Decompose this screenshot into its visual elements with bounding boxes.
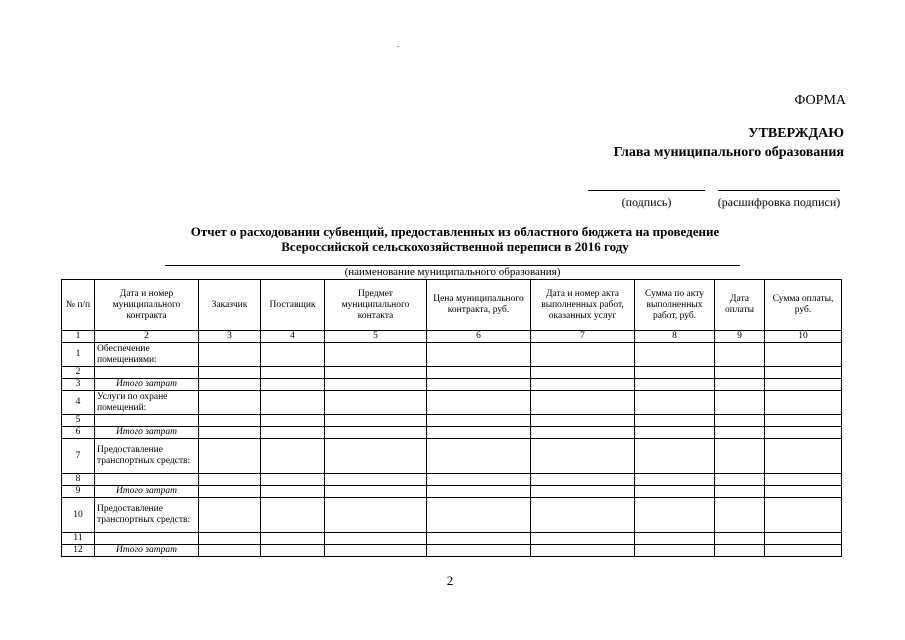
- empty-cell: [199, 474, 261, 486]
- empty-cell: [765, 343, 842, 367]
- empty-cell: [199, 427, 261, 439]
- header-cell: Дата и номер акта выполненных работ, оказанных услуг: [531, 280, 635, 331]
- empty-cell: [531, 367, 635, 379]
- empty-cell: [715, 533, 765, 545]
- row-item: Предоставление транспортных средств:: [95, 439, 199, 474]
- empty-cell: [325, 367, 427, 379]
- column-number: 2: [95, 331, 199, 343]
- empty-cell: [765, 427, 842, 439]
- row-item: Итого затрат: [95, 545, 199, 557]
- empty-cell: [531, 498, 635, 533]
- row-item: Итого затрат: [95, 427, 199, 439]
- empty-cell: [427, 474, 531, 486]
- column-number: 6: [427, 331, 531, 343]
- empty-cell: [261, 379, 325, 391]
- empty-cell: [261, 391, 325, 415]
- empty-cell: [261, 533, 325, 545]
- decoding-label: (расшифровка подписи): [717, 195, 841, 209]
- empty-cell: [427, 391, 531, 415]
- row-number: 11: [62, 533, 95, 545]
- empty-cell: [635, 439, 715, 474]
- table-row: [62, 343, 842, 367]
- table-row: [62, 391, 842, 415]
- empty-cell: [199, 391, 261, 415]
- empty-cell: [261, 474, 325, 486]
- empty-cell: [261, 545, 325, 557]
- row-item: [95, 474, 199, 486]
- approval-title: УТВЕРЖДАЮ: [748, 126, 844, 141]
- column-number: 5: [325, 331, 427, 343]
- empty-cell: [715, 427, 765, 439]
- empty-cell: [765, 439, 842, 474]
- scan-speck: [397, 46, 399, 47]
- empty-cell: [765, 379, 842, 391]
- empty-cell: [765, 367, 842, 379]
- row-item: Итого затрат: [95, 379, 199, 391]
- empty-cell: [427, 427, 531, 439]
- empty-cell: [199, 486, 261, 498]
- row-number: 10: [62, 498, 95, 533]
- empty-cell: [715, 439, 765, 474]
- table-row: [62, 367, 842, 379]
- empty-cell: [427, 545, 531, 557]
- empty-cell: [325, 439, 427, 474]
- row-number: 9: [62, 486, 95, 498]
- empty-cell: [325, 379, 427, 391]
- empty-cell: [325, 415, 427, 427]
- empty-cell: [635, 533, 715, 545]
- empty-cell: [325, 474, 427, 486]
- empty-cell: [531, 439, 635, 474]
- empty-cell: [635, 545, 715, 557]
- empty-cell: [199, 415, 261, 427]
- decoding-line: [718, 190, 840, 191]
- empty-cell: [715, 343, 765, 367]
- header-cell: № п/п: [62, 280, 95, 331]
- header-cell: Дата и номер муниципального контракта: [95, 280, 199, 331]
- empty-cell: [427, 498, 531, 533]
- empty-cell: [325, 343, 427, 367]
- empty-cell: [715, 415, 765, 427]
- empty-cell: [635, 486, 715, 498]
- empty-cell: [261, 439, 325, 474]
- column-number-row: [62, 331, 842, 343]
- empty-cell: [261, 415, 325, 427]
- empty-cell: [261, 427, 325, 439]
- row-number: 1: [62, 343, 95, 367]
- table-row: [62, 379, 842, 391]
- table-row: [62, 439, 842, 474]
- empty-cell: [261, 498, 325, 533]
- empty-cell: [635, 379, 715, 391]
- empty-cell: [635, 391, 715, 415]
- table-row: [62, 427, 842, 439]
- report-title-line2: Всероссийской сельскохозяйственной переписи в 2016 году: [281, 239, 629, 254]
- row-item: [95, 367, 199, 379]
- empty-cell: [715, 486, 765, 498]
- table-row: [62, 533, 842, 545]
- report-table: [61, 279, 842, 557]
- table-row: [62, 474, 842, 486]
- empty-cell: [531, 343, 635, 367]
- approval-block: [560, 124, 844, 162]
- empty-cell: [765, 415, 842, 427]
- column-number: 1: [62, 331, 95, 343]
- approval-position: Глава муниципального образования: [613, 145, 844, 160]
- empty-cell: [531, 427, 635, 439]
- column-number: 4: [261, 331, 325, 343]
- empty-cell: [199, 367, 261, 379]
- column-number: 7: [531, 331, 635, 343]
- empty-cell: [427, 439, 531, 474]
- page-number: 2: [446, 573, 454, 588]
- empty-cell: [325, 533, 427, 545]
- header-cell: Заказчик: [199, 280, 261, 331]
- empty-cell: [531, 486, 635, 498]
- row-number: 3: [62, 379, 95, 391]
- header-cell: Сумма оплаты, руб.: [765, 280, 842, 331]
- column-number: 8: [635, 331, 715, 343]
- column-number: 10: [765, 331, 842, 343]
- row-number: 7: [62, 439, 95, 474]
- empty-cell: [199, 343, 261, 367]
- empty-cell: [199, 439, 261, 474]
- column-number: 3: [199, 331, 261, 343]
- empty-cell: [325, 498, 427, 533]
- empty-cell: [715, 391, 765, 415]
- empty-cell: [261, 367, 325, 379]
- row-item: Итого затрат: [95, 486, 199, 498]
- empty-cell: [199, 545, 261, 557]
- empty-cell: [765, 486, 842, 498]
- empty-cell: [635, 367, 715, 379]
- empty-cell: [427, 533, 531, 545]
- empty-cell: [261, 486, 325, 498]
- empty-cell: [765, 545, 842, 557]
- empty-cell: [325, 427, 427, 439]
- form-label: ФОРМА: [794, 93, 846, 108]
- municipality-label: (наименование муниципального образования): [344, 266, 561, 278]
- header-cell: Предмет муниципального контакта: [325, 280, 427, 331]
- header-cell: Поставщик: [261, 280, 325, 331]
- row-item: Предоставление транспортных средств:: [95, 498, 199, 533]
- signature-line: [588, 190, 705, 191]
- empty-cell: [325, 391, 427, 415]
- empty-cell: [427, 343, 531, 367]
- table-row: [62, 486, 842, 498]
- empty-cell: [715, 545, 765, 557]
- signature-label: (подпись): [621, 195, 672, 209]
- row-item: Услуги по охране помещений:: [95, 391, 199, 415]
- empty-cell: [531, 533, 635, 545]
- row-number: 12: [62, 545, 95, 557]
- table-row: [62, 415, 842, 427]
- empty-cell: [715, 474, 765, 486]
- row-item: [95, 533, 199, 545]
- empty-cell: [765, 498, 842, 533]
- empty-cell: [635, 498, 715, 533]
- empty-cell: [199, 533, 261, 545]
- empty-cell: [765, 391, 842, 415]
- table-row: [62, 545, 842, 557]
- row-number: 5: [62, 415, 95, 427]
- report-title: [160, 224, 750, 254]
- header-cell: Цена муниципального контракта, руб.: [427, 280, 531, 331]
- column-number: 9: [715, 331, 765, 343]
- empty-cell: [427, 379, 531, 391]
- empty-cell: [531, 545, 635, 557]
- row-number: 8: [62, 474, 95, 486]
- empty-cell: [635, 343, 715, 367]
- empty-cell: [635, 474, 715, 486]
- empty-cell: [199, 498, 261, 533]
- empty-cell: [765, 533, 842, 545]
- table-row: [62, 498, 842, 533]
- empty-cell: [715, 379, 765, 391]
- row-number: 4: [62, 391, 95, 415]
- row-item: [95, 415, 199, 427]
- empty-cell: [531, 379, 635, 391]
- row-item: Обеспечение помещениями:: [95, 343, 199, 367]
- empty-cell: [427, 415, 531, 427]
- empty-cell: [531, 415, 635, 427]
- header-cell: Сумма по акту выполненных работ, руб.: [635, 280, 715, 331]
- empty-cell: [427, 486, 531, 498]
- header-cell: Дата оплаты: [715, 280, 765, 331]
- header-row: [62, 280, 842, 331]
- empty-cell: [635, 415, 715, 427]
- empty-cell: [715, 498, 765, 533]
- empty-cell: [531, 391, 635, 415]
- empty-cell: [427, 367, 531, 379]
- empty-cell: [635, 427, 715, 439]
- empty-cell: [199, 379, 261, 391]
- empty-cell: [531, 474, 635, 486]
- empty-cell: [715, 367, 765, 379]
- report-title-line1: Отчет о расходовании субвенций, предоставленных из областного бюджета на проведение: [190, 224, 720, 239]
- empty-cell: [765, 474, 842, 486]
- empty-cell: [325, 545, 427, 557]
- empty-cell: [261, 343, 325, 367]
- row-number: 2: [62, 367, 95, 379]
- empty-cell: [325, 486, 427, 498]
- row-number: 6: [62, 427, 95, 439]
